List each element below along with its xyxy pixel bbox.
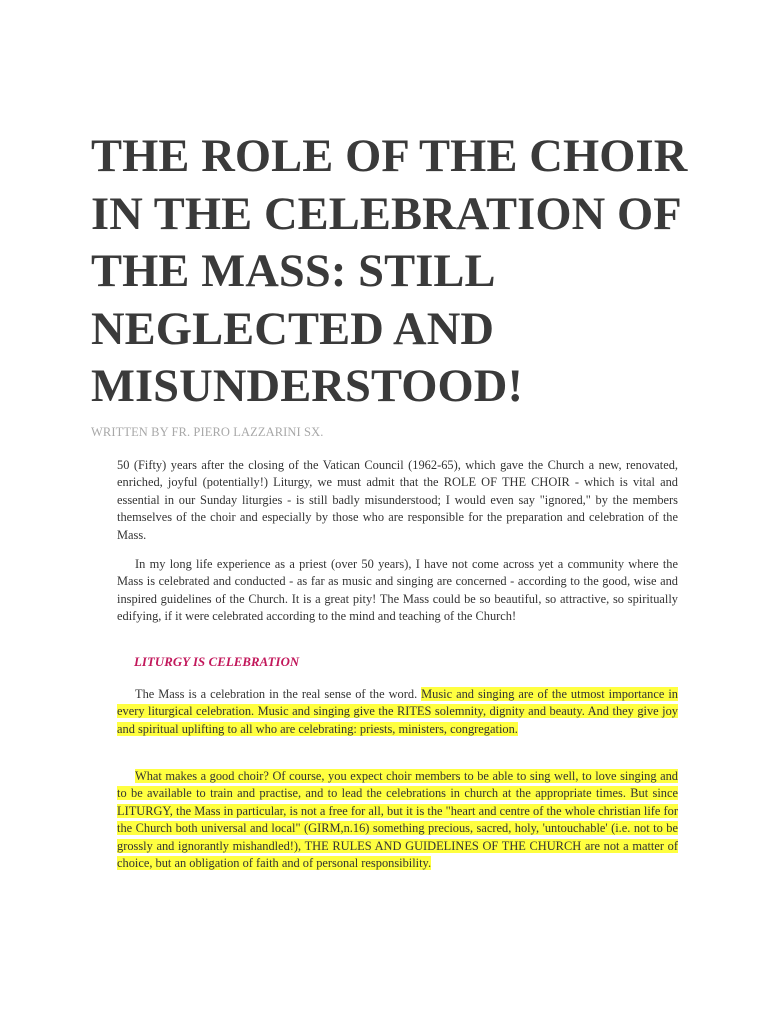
paragraph-2: In my long life experience as a priest (over 50 years), I have not come across yet a community where the Mass is celebrated and conducted - as far as music and singing are concerned - according to the good, wise and inspired guidelines of the Church. It is a great pity! The Mass could be so beautiful, so attractive, so spiritually edifying, if it were celebrated according to the mind and teaching of the Church!: [117, 557, 678, 624]
paragraph-1: 50 (Fifty) years after the closing of the Vatican Council (1962-65), which gave the Church a new, renovated, enriched, joyful (potentially!) Liturgy, we must admit that the ROLE OF THE CHOIR - which is vital and essential in our Sunday liturgies - is still badly misunderstood; I would even say "ignored," by the members themselves of the choir and especially by those who are responsible for the preparation and celebration of the Mass.: [117, 458, 678, 542]
paragraph-3: [117, 686, 678, 738]
article-title: THE ROLE OF THE CHOIR IN THE CELEBRATION OF THE MASS: STILL NEGLECTED AND MISUNDERSTOOD!: [91, 131, 688, 412]
paragraph-3-highlighted-text: Music and singing are of the utmost importance in every liturgical celebration. Music and singing give the RITES solemnity, dignity and beauty. And they give joy and spiritual uplifting to all who are celebrating: priests, ministers, congregation.: [117, 687, 678, 736]
paragraph-4: [117, 768, 678, 872]
section-heading: LITURGY IS CELEBRATION: [134, 655, 300, 669]
article-byline: WRITTEN BY FR. PIERO LAZZARINI SX.: [91, 425, 324, 439]
paragraph-3-plain-text: The Mass is a celebration in the real sense of the word.: [135, 687, 422, 701]
paragraph-4-highlighted-text: What makes a good choir? Of course, you expect choir members to be able to sing well, to love singing and to be available to train and practise, and to lead the celebrations in church at the appropriate times. But since LITURGY, the Mass in particular, is not a free for all, but it is the "heart and centre of the whole christian life for the Church both universal and local" (GIRM,n.16) something precious, sacred, holy, 'untouchable' (i.e. not to be grossly and ignorantly mishandled!), THE RULES AND GUIDELINES OF THE CHURCH are not a matter of choice, but an obligation of faith and of personal responsibility.: [117, 769, 678, 871]
